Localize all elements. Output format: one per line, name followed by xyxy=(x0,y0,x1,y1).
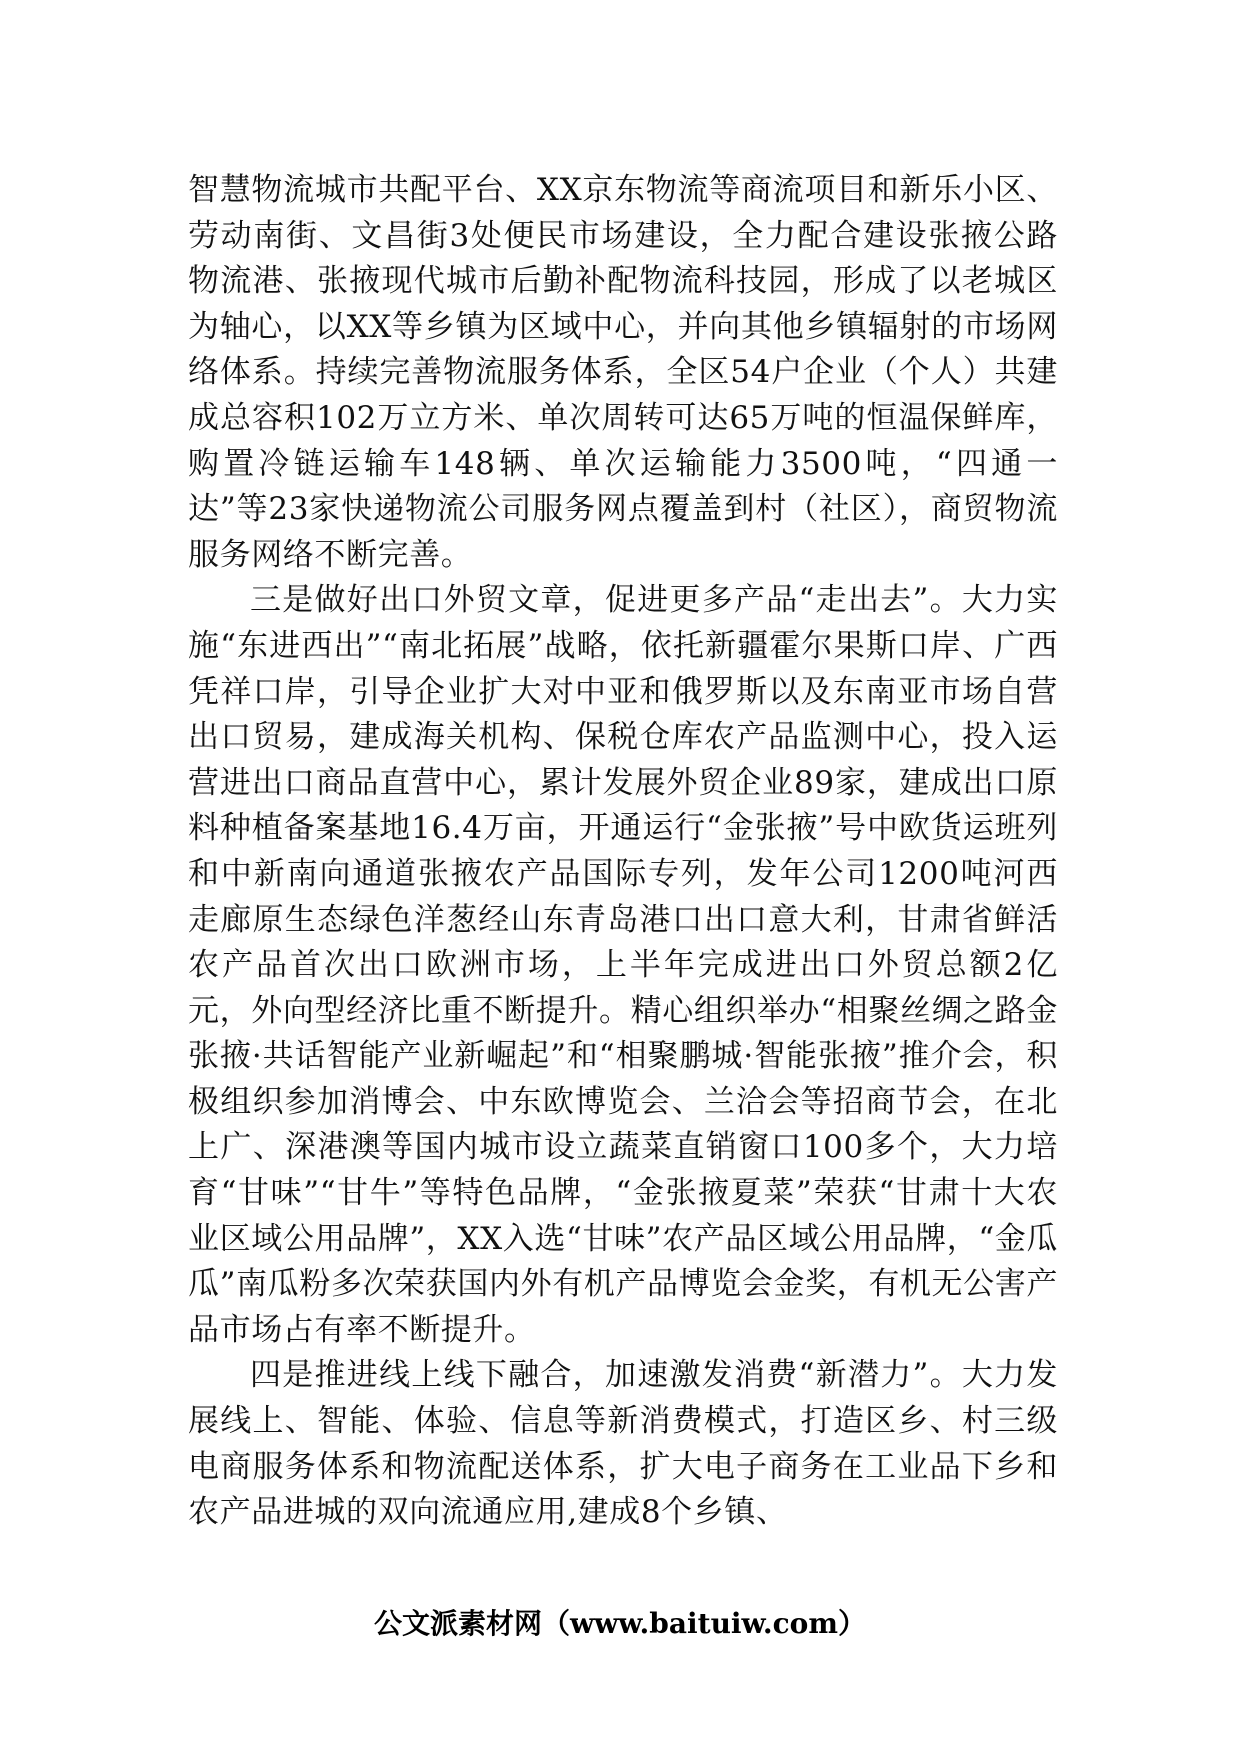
paragraph-export-trade: 三是做好出口外贸文章，促进更多产品“走出去”。大力实施“东进西出”“南北拓展”战略，依托新疆霍尔果斯口岸、广西凭祥口岸，引导企业扩大对中亚和俄罗斯以及东南亚市场自营出口贸易，建成海关机构、保税仓库农产品监测中心，投入运营进出口商品直营中心，累计发展外贸企业89家，建成出口原料种植备案基地16.4万亩，开通运行“金张掖”号中欧货运班列和中新南向通道张掖农产品国际专列，发年公司1200吨河西走廊原生态绿色洋葱经山东青岛港口出口意大利，甘肃省鲜活农产品首次出口欧洲市场，上半年完成进出口外贸总额2亿元，外向型经济比重不断提升。精心组织举办“相聚丝绸之路金张掖·共话智能产业新崛起”和“相聚鹏城·智能张掖”推介会，积极组织参加消博会、中东欧博览会、兰洽会等招商节会，在北上广、深港澳等国内城市设立蔬菜直销窗口100多个，大力培育“甘味”“甘牛”等特色品牌，“金张掖夏菜”荣获“甘肃十大农业区域公用品牌”，XX入选“甘味”农产品区域公用品牌，“金瓜瓜”南瓜粉多次荣获国内外有机产品博览会金奖，有机无公害产品市场占有率不断提升。 xyxy=(188,582,1058,1348)
paragraph-continuation: 智慧物流城市共配平台、XX京东物流等商流项目和新乐小区、劳动南街、文昌街3处便民市场建设，全力配合建设张掖公路物流港、张掖现代城市后勤补配物流科技园，形成了以老城区为轴心，以XX等乡镇为区域中心，并向其他乡镇辐射的市场网络体系。持续完善物流服务体系，全区54户企业（个人）共建成总容积102万立方米、单次周转可达65万吨的恒温保鲜库，购置冷链运输车148辆、单次运输能力3500吨，“四通一达”等23家快递物流公司服务网点覆盖到村（社区），商贸物流服务网络不断完善。 xyxy=(188,172,1058,573)
paragraph-online-offline: 四是推进线上线下融合，加速激发消费“新潜力”。大力发展线上、智能、体验、信息等新消费模式，打造区乡、村三级电商服务体系和物流配送体系，扩大电子商务在工业品下乡和农产品进城的双向流通应用,建成8个乡镇、 xyxy=(188,1357,1058,1531)
footer-watermark: 公文派素材网（www.baituiw.com） xyxy=(374,1607,866,1640)
document-body xyxy=(188,168,1058,1536)
